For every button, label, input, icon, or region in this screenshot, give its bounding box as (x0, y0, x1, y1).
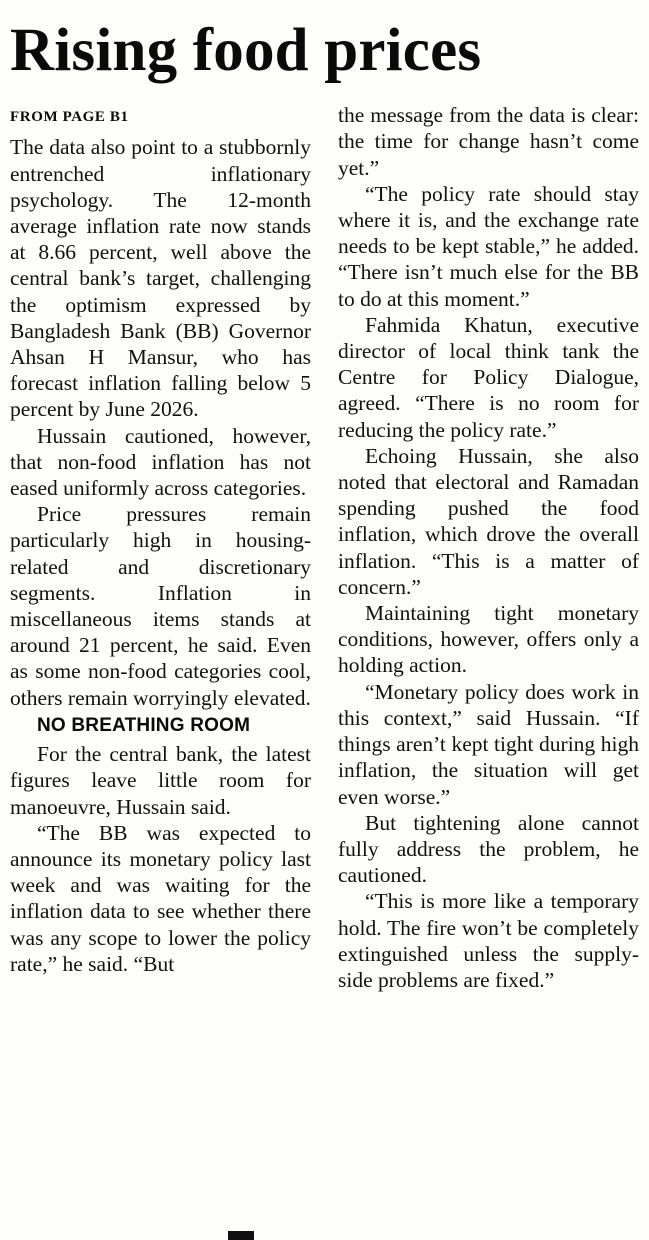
article-paragraph: Maintaining tight monetary conditions, however, offers only a holding action. (338, 601, 639, 678)
article-paragraph: “The BB was expected to announce its monetary policy last week and was waiting for the inflation data to see whether there was any scope to lower the policy rate,” he said. “But (10, 820, 311, 976)
article-paragraph: But tightening alone cannot fully address the problem, he cautioned. (338, 810, 639, 888)
section-subhead: NO BREATHING ROOM (37, 714, 251, 736)
article-headline: Rising food prices (10, 17, 482, 84)
article-paragraph: Hussain cautioned, however, that non-food inflation has not eased uniformly across categories. (10, 423, 311, 501)
article-paragraph: Fahmida Khatun, executive director of local think tank the Centre for Policy Dialogue, agreed. “There is no room for reducing the policy rate.” (338, 312, 639, 442)
right-column (338, 102, 639, 993)
article-paragraph: Price pressures remain particularly high in housing-related and discretionary segments. Inflation in miscellaneous items stands at around 21 percent, he said. Even as some non-food categories cool, others remain worryingly elevated. (10, 502, 311, 710)
article-paragraph: “The policy rate should stay where it is, and the exchange rate needs to be kept stable,” he added. “There isn’t much else for the BB to do at this moment.” (338, 181, 639, 311)
article-paragraph: Echoing Hussain, she also noted that electoral and Ramadan spending pushed the food inflation, which drove the overall inflation. “This is a matter of concern.” (338, 443, 639, 599)
article-paragraph: the message from the data is clear: the time for change hasn’t come yet.” (338, 103, 639, 180)
continued-from-kicker: FROM PAGE B1 (10, 109, 129, 126)
article-paragraph: “This is more like a temporary hold. The fire won’t be completely extinguished unless the supply-side problems are fixed.” (338, 889, 639, 992)
cropped-next-element-mark (228, 1231, 254, 1240)
article-paragraph: “Monetary policy does work in this context,” said Hussain. “If things aren’t kept tight during high inflation, the situation will get even worse.” (338, 679, 639, 809)
article-paragraph: The data also point to a stubbornly entrenched inflationary psychology. The 12-month average inflation rate now stands at 8.66 percent, well above the central bank’s target, challenging the optimism expressed by Bangladesh Bank (BB) Governor Ahsan H Mansur, who has forecast inflation falling below 5 percent by June 2026. (10, 135, 311, 422)
article-body (10, 102, 639, 993)
left-column (10, 102, 311, 993)
article-paragraph: For the central bank, the latest figures leave little room for manoeuvre, Hussain said. (10, 742, 311, 819)
